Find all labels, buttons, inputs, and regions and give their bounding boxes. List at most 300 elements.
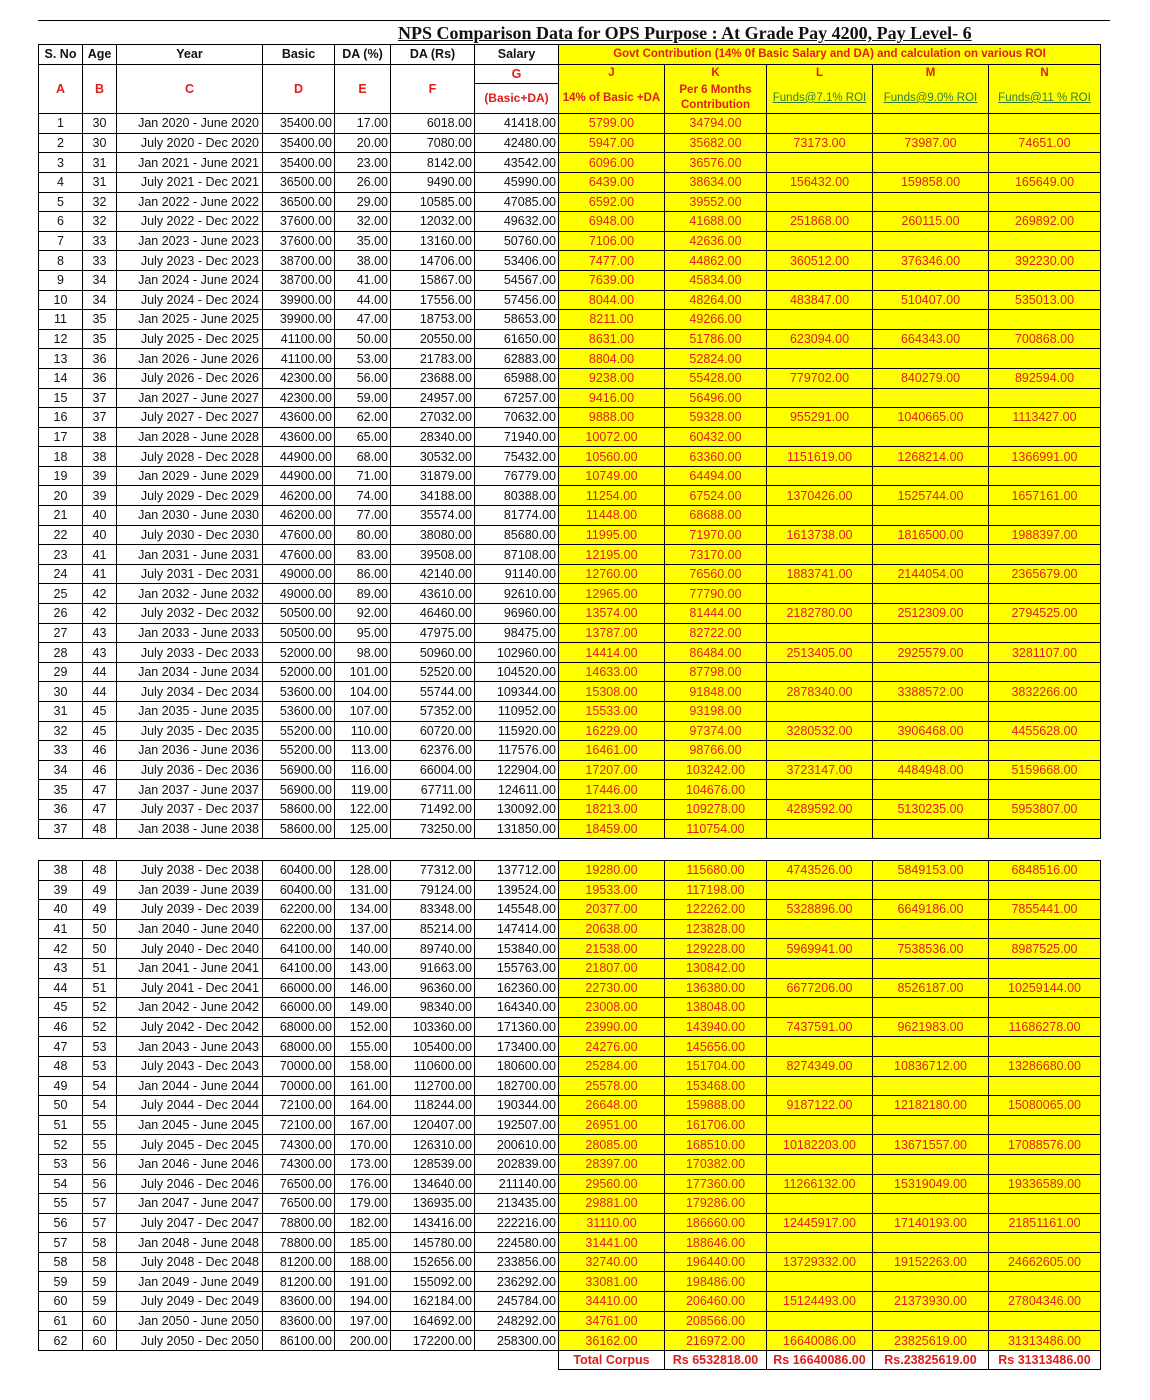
cell-da-pct: 125.00	[335, 819, 391, 839]
cell-funds-9-0: 2144054.00	[873, 564, 989, 584]
cell-age: 35	[83, 310, 117, 330]
cell-basic: 86100.00	[263, 1331, 335, 1351]
cell-basic: 55200.00	[263, 741, 335, 761]
cell-funds-9-0: 5130235.00	[873, 799, 989, 819]
cell-year: Jan 2046 - June 2046	[117, 1154, 263, 1174]
cell-da-rs: 24957.00	[391, 388, 475, 408]
cell-age: 40	[83, 525, 117, 545]
cell-salary: 182700.00	[475, 1076, 559, 1096]
cell-da-rs: 91663.00	[391, 958, 475, 978]
cell-da-pct: 158.00	[335, 1056, 391, 1076]
cell-year: July 2047 - Dec 2047	[117, 1213, 263, 1233]
cell-funds-11: 17088576.00	[989, 1135, 1101, 1155]
cell-contrib-6months: 87798.00	[665, 662, 767, 682]
cell-year: July 2046 - Dec 2046	[117, 1174, 263, 1194]
cell-funds-7-1	[767, 1115, 873, 1135]
cell-age: 57	[83, 1213, 117, 1233]
header-salary: Salary	[475, 45, 559, 65]
cell-contrib-14pct: 17207.00	[559, 760, 665, 780]
cell-year: Jan 2040 - June 2040	[117, 919, 263, 939]
cell-year: Jan 2028 - June 2028	[117, 427, 263, 447]
table-row	[39, 1154, 1101, 1174]
cell-da-pct: 29.00	[335, 192, 391, 212]
cell-year: July 2026 - Dec 2026	[117, 368, 263, 388]
cell-funds-9-0: 21373930.00	[873, 1292, 989, 1312]
cell-da-rs: 103360.00	[391, 1017, 475, 1037]
cell-da-rs: 67711.00	[391, 780, 475, 800]
cell-sno: 37	[39, 819, 83, 839]
cell-salary: 139524.00	[475, 880, 559, 900]
cell-contrib-6months: 123828.00	[665, 919, 767, 939]
cell-basic: 62200.00	[263, 919, 335, 939]
cell-year: July 2032 - Dec 2032	[117, 604, 263, 624]
cell-funds-11	[989, 1154, 1101, 1174]
cell-contrib-14pct: 25284.00	[559, 1056, 665, 1076]
cell-da-rs: 43610.00	[391, 584, 475, 604]
cell-funds-7-1: 1370426.00	[767, 486, 873, 506]
cell-da-pct: 41.00	[335, 270, 391, 290]
header-j-sub: 14% of Basic +DA	[559, 83, 665, 114]
cell-funds-9-0: 8526187.00	[873, 978, 989, 998]
cell-contrib-14pct: 12965.00	[559, 584, 665, 604]
cell-funds-11: 1657161.00	[989, 486, 1101, 506]
cell-funds-7-1: 73173.00	[767, 133, 873, 153]
cell-funds-7-1	[767, 506, 873, 526]
cell-year: July 2028 - Dec 2028	[117, 447, 263, 467]
cell-contrib-14pct: 22730.00	[559, 978, 665, 998]
cell-funds-9-0	[873, 741, 989, 761]
cell-contrib-6months: 35682.00	[665, 133, 767, 153]
cell-contrib-14pct: 9238.00	[559, 368, 665, 388]
cell-funds-7-1	[767, 1076, 873, 1096]
cell-da-rs: 38080.00	[391, 525, 475, 545]
cell-sno: 22	[39, 525, 83, 545]
cell-contrib-6months: 56496.00	[665, 388, 767, 408]
cell-sno: 41	[39, 919, 83, 939]
cell-da-pct: 197.00	[335, 1311, 391, 1331]
cell-salary: 71940.00	[475, 427, 559, 447]
header-n-sub: Funds@11 % ROI	[998, 91, 1091, 104]
cell-funds-7-1: 4289592.00	[767, 799, 873, 819]
cell-age: 46	[83, 741, 117, 761]
cell-da-rs: 77312.00	[391, 861, 475, 881]
cell-da-pct: 200.00	[335, 1331, 391, 1351]
cell-salary: 131850.00	[475, 819, 559, 839]
cell-year: July 2030 - Dec 2030	[117, 525, 263, 545]
cell-contrib-6months: 51786.00	[665, 329, 767, 349]
cell-age: 48	[83, 819, 117, 839]
cell-age: 55	[83, 1115, 117, 1135]
cell-funds-9-0: 1040665.00	[873, 408, 989, 428]
cell-contrib-14pct: 13787.00	[559, 623, 665, 643]
cell-basic: 42300.00	[263, 388, 335, 408]
cell-contrib-6months: 115680.00	[665, 861, 767, 881]
cell-year: Jan 2023 - June 2023	[117, 231, 263, 251]
cell-age: 37	[83, 388, 117, 408]
cell-salary: 43542.00	[475, 153, 559, 173]
cell-year: Jan 2044 - June 2044	[117, 1076, 263, 1096]
letter-j: J	[559, 64, 665, 83]
cell-da-rs: 8142.00	[391, 153, 475, 173]
cell-contrib-14pct: 9888.00	[559, 408, 665, 428]
cell-year: July 2039 - Dec 2039	[117, 900, 263, 920]
cell-salary: 104520.00	[475, 662, 559, 682]
cell-da-rs: 62376.00	[391, 741, 475, 761]
cell-funds-7-1: 1151619.00	[767, 447, 873, 467]
cell-contrib-14pct: 11254.00	[559, 486, 665, 506]
title-bar	[38, 20, 1110, 43]
cell-funds-9-0: 9621983.00	[873, 1017, 989, 1037]
cell-da-rs: 34188.00	[391, 486, 475, 506]
table-row	[39, 153, 1101, 173]
cell-funds-11: 1366991.00	[989, 447, 1101, 467]
cell-salary: 233856.00	[475, 1252, 559, 1272]
cell-year: Jan 2042 - June 2042	[117, 998, 263, 1018]
cell-da-pct: 182.00	[335, 1213, 391, 1233]
cell-funds-11	[989, 506, 1101, 526]
cell-funds-7-1: 8274349.00	[767, 1056, 873, 1076]
cell-sno: 11	[39, 310, 83, 330]
cell-contrib-6months: 130842.00	[665, 958, 767, 978]
cell-da-rs: 143416.00	[391, 1213, 475, 1233]
cell-da-rs: 155092.00	[391, 1272, 475, 1292]
cell-da-rs: 73250.00	[391, 819, 475, 839]
cell-salary: 147414.00	[475, 919, 559, 939]
table-row	[39, 1056, 1101, 1076]
cell-age: 32	[83, 192, 117, 212]
table-row	[39, 919, 1101, 939]
cell-age: 53	[83, 1056, 117, 1076]
cell-age: 34	[83, 270, 117, 290]
cell-da-pct: 74.00	[335, 486, 391, 506]
cell-funds-11	[989, 880, 1101, 900]
cell-contrib-14pct: 19280.00	[559, 861, 665, 881]
cell-funds-11: 11686278.00	[989, 1017, 1101, 1037]
table-row	[39, 1174, 1101, 1194]
cell-contrib-14pct: 25578.00	[559, 1076, 665, 1096]
cell-sno: 38	[39, 861, 83, 881]
cell-year: Jan 2033 - June 2033	[117, 623, 263, 643]
cell-year: Jan 2024 - June 2024	[117, 270, 263, 290]
cell-contrib-6months: 42636.00	[665, 231, 767, 251]
cell-year: Jan 2037 - June 2037	[117, 780, 263, 800]
cell-year: July 2042 - Dec 2042	[117, 1017, 263, 1037]
cell-funds-11: 2365679.00	[989, 564, 1101, 584]
cell-salary: 153840.00	[475, 939, 559, 959]
cell-year: Jan 2038 - June 2038	[117, 819, 263, 839]
cell-funds-11	[989, 1115, 1101, 1135]
cell-funds-7-1: 2182780.00	[767, 604, 873, 624]
cell-funds-9-0: 12182180.00	[873, 1096, 989, 1116]
cell-contrib-6months: 103242.00	[665, 760, 767, 780]
letter-e: E	[335, 64, 391, 114]
cell-salary: 102960.00	[475, 643, 559, 663]
cell-da-pct: 32.00	[335, 212, 391, 232]
cell-funds-7-1	[767, 1037, 873, 1057]
cell-sno: 52	[39, 1135, 83, 1155]
cell-year: July 2048 - Dec 2048	[117, 1252, 263, 1272]
cell-funds-9-0: 2925579.00	[873, 643, 989, 663]
cell-funds-9-0: 19152263.00	[873, 1252, 989, 1272]
cell-sno: 42	[39, 939, 83, 959]
cell-salary: 115920.00	[475, 721, 559, 741]
cell-funds-9-0: 1816500.00	[873, 525, 989, 545]
cell-da-rs: 47975.00	[391, 623, 475, 643]
cell-basic: 41100.00	[263, 349, 335, 369]
cell-funds-9-0	[873, 466, 989, 486]
cell-contrib-6months: 34794.00	[665, 114, 767, 134]
header-m-cell	[873, 83, 989, 114]
letter-l: L	[767, 64, 873, 83]
cell-da-rs: 55744.00	[391, 682, 475, 702]
cell-contrib-6months: 188646.00	[665, 1233, 767, 1253]
cell-age: 58	[83, 1233, 117, 1253]
cell-sno: 1	[39, 114, 83, 134]
cell-age: 52	[83, 1017, 117, 1037]
cell-salary: 50760.00	[475, 231, 559, 251]
cell-contrib-14pct: 28085.00	[559, 1135, 665, 1155]
cell-da-rs: 96360.00	[391, 978, 475, 998]
cell-da-pct: 122.00	[335, 799, 391, 819]
cell-contrib-6months: 198486.00	[665, 1272, 767, 1292]
cell-contrib-14pct: 15308.00	[559, 682, 665, 702]
cell-contrib-14pct: 17446.00	[559, 780, 665, 800]
cell-funds-11: 10259144.00	[989, 978, 1101, 998]
header-govt-contribution: Govt Contribution (14% 0f Basic Salary and DA) and calculation on various ROI	[559, 45, 1101, 65]
table-row	[39, 251, 1101, 271]
cell-contrib-6months: 196440.00	[665, 1252, 767, 1272]
cell-contrib-14pct: 26648.00	[559, 1096, 665, 1116]
cell-basic: 35400.00	[263, 153, 335, 173]
cell-age: 59	[83, 1292, 117, 1312]
cell-salary: 76779.00	[475, 466, 559, 486]
cell-funds-11	[989, 231, 1101, 251]
cell-da-pct: 143.00	[335, 958, 391, 978]
cell-contrib-6months: 82722.00	[665, 623, 767, 643]
table-row	[39, 408, 1101, 428]
cell-funds-7-1	[767, 310, 873, 330]
cell-da-pct: 86.00	[335, 564, 391, 584]
cell-funds-11	[989, 153, 1101, 173]
header-row-1	[39, 45, 1101, 65]
cell-funds-9-0: 2512309.00	[873, 604, 989, 624]
cell-contrib-14pct: 7639.00	[559, 270, 665, 290]
cell-da-pct: 176.00	[335, 1174, 391, 1194]
cell-da-pct: 26.00	[335, 172, 391, 192]
cell-contrib-14pct: 34761.00	[559, 1311, 665, 1331]
cell-salary: 75432.00	[475, 447, 559, 467]
cell-salary: 42480.00	[475, 133, 559, 153]
cell-funds-7-1: 10182203.00	[767, 1135, 873, 1155]
cell-funds-7-1	[767, 584, 873, 604]
cell-funds-9-0: 5849153.00	[873, 861, 989, 881]
cell-da-pct: 77.00	[335, 506, 391, 526]
cell-basic: 37600.00	[263, 231, 335, 251]
cell-age: 56	[83, 1174, 117, 1194]
cell-da-rs: 126310.00	[391, 1135, 475, 1155]
table-row	[39, 114, 1101, 134]
cell-da-pct: 194.00	[335, 1292, 391, 1312]
cell-da-pct: 80.00	[335, 525, 391, 545]
cell-da-rs: 27032.00	[391, 408, 475, 428]
cell-funds-7-1: 2513405.00	[767, 643, 873, 663]
cell-da-rs: 7080.00	[391, 133, 475, 153]
cell-contrib-6months: 76560.00	[665, 564, 767, 584]
table-row	[39, 231, 1101, 251]
cell-sno: 58	[39, 1252, 83, 1272]
cell-funds-9-0	[873, 1233, 989, 1253]
totals-label: Total Corpus	[559, 1350, 665, 1370]
cell-da-pct: 110.00	[335, 721, 391, 741]
cell-da-pct: 98.00	[335, 643, 391, 663]
cell-age: 42	[83, 584, 117, 604]
cell-funds-7-1: 11266132.00	[767, 1174, 873, 1194]
table-row	[39, 172, 1101, 192]
cell-age: 37	[83, 408, 117, 428]
cell-basic: 39900.00	[263, 310, 335, 330]
cell-age: 31	[83, 153, 117, 173]
cell-sno: 47	[39, 1037, 83, 1057]
cell-da-rs: 66004.00	[391, 760, 475, 780]
cell-funds-7-1: 15124493.00	[767, 1292, 873, 1312]
cell-contrib-14pct: 21807.00	[559, 958, 665, 978]
cell-basic: 83600.00	[263, 1292, 335, 1312]
table-row	[39, 939, 1101, 959]
cell-funds-7-1	[767, 427, 873, 447]
cell-contrib-6months: 98766.00	[665, 741, 767, 761]
cell-da-pct: 92.00	[335, 604, 391, 624]
cell-contrib-6months: 153468.00	[665, 1076, 767, 1096]
cell-basic: 58600.00	[263, 819, 335, 839]
cell-contrib-6months: 45834.00	[665, 270, 767, 290]
cell-year: July 2034 - Dec 2034	[117, 682, 263, 702]
cell-contrib-6months: 55428.00	[665, 368, 767, 388]
cell-contrib-6months: 151704.00	[665, 1056, 767, 1076]
cell-basic: 78800.00	[263, 1233, 335, 1253]
cell-basic: 56900.00	[263, 760, 335, 780]
cell-funds-11: 24662605.00	[989, 1252, 1101, 1272]
cell-salary: 85680.00	[475, 525, 559, 545]
cell-year: July 2035 - Dec 2035	[117, 721, 263, 741]
cell-contrib-6months: 110754.00	[665, 819, 767, 839]
cell-funds-7-1: 4743526.00	[767, 861, 873, 881]
cell-funds-9-0	[873, 192, 989, 212]
cell-contrib-6months: 186660.00	[665, 1213, 767, 1233]
cell-sno: 54	[39, 1174, 83, 1194]
cell-contrib-6months: 97374.00	[665, 721, 767, 741]
cell-da-rs: 120407.00	[391, 1115, 475, 1135]
cell-age: 53	[83, 1037, 117, 1057]
cell-da-pct: 179.00	[335, 1194, 391, 1214]
cell-basic: 68000.00	[263, 1037, 335, 1057]
letter-a: A	[39, 64, 83, 114]
cell-salary: 61650.00	[475, 329, 559, 349]
cell-funds-7-1	[767, 662, 873, 682]
table-row	[39, 192, 1101, 212]
table-row	[39, 1096, 1101, 1116]
cell-salary: 155763.00	[475, 958, 559, 978]
cell-contrib-6months: 136380.00	[665, 978, 767, 998]
cell-funds-7-1: 7437591.00	[767, 1017, 873, 1037]
cell-year: Jan 2026 - June 2026	[117, 349, 263, 369]
cell-year: Jan 2039 - June 2039	[117, 880, 263, 900]
table-row	[39, 1115, 1101, 1135]
cell-salary: 58653.00	[475, 310, 559, 330]
cell-da-rs: 6018.00	[391, 114, 475, 134]
cell-sno: 18	[39, 447, 83, 467]
table-row	[39, 1135, 1101, 1155]
cell-funds-11: 7855441.00	[989, 900, 1101, 920]
cell-funds-7-1	[767, 349, 873, 369]
cell-age: 40	[83, 506, 117, 526]
cell-year: July 2031 - Dec 2031	[117, 564, 263, 584]
cell-salary: 258300.00	[475, 1331, 559, 1351]
table-row	[39, 662, 1101, 682]
cell-basic: 41100.00	[263, 329, 335, 349]
cell-funds-7-1: 16640086.00	[767, 1331, 873, 1351]
cell-contrib-14pct: 23008.00	[559, 998, 665, 1018]
cell-basic: 49000.00	[263, 564, 335, 584]
cell-year: July 2024 - Dec 2024	[117, 290, 263, 310]
table-row	[39, 447, 1101, 467]
cell-age: 55	[83, 1135, 117, 1155]
table-row	[39, 1017, 1101, 1037]
cell-age: 51	[83, 978, 117, 998]
cell-funds-11	[989, 114, 1101, 134]
header-age: Age	[83, 45, 117, 65]
cell-funds-11	[989, 1233, 1101, 1253]
table-row	[39, 349, 1101, 369]
cell-contrib-6months: 216972.00	[665, 1331, 767, 1351]
cell-salary: 202839.00	[475, 1154, 559, 1174]
cell-year: Jan 2034 - June 2034	[117, 662, 263, 682]
cell-da-rs: 50960.00	[391, 643, 475, 663]
cell-funds-7-1: 13729332.00	[767, 1252, 873, 1272]
cell-funds-11: 6848516.00	[989, 861, 1101, 881]
cell-funds-11: 3281107.00	[989, 643, 1101, 663]
cell-year: Jan 2049 - June 2049	[117, 1272, 263, 1292]
cell-sno: 19	[39, 466, 83, 486]
cell-funds-9-0	[873, 880, 989, 900]
table-row	[39, 584, 1101, 604]
cell-funds-11: 5159668.00	[989, 760, 1101, 780]
cell-basic: 74300.00	[263, 1135, 335, 1155]
header-basic: Basic	[263, 45, 335, 65]
cell-funds-9-0: 840279.00	[873, 368, 989, 388]
cell-funds-9-0: 6649186.00	[873, 900, 989, 920]
cell-funds-7-1	[767, 192, 873, 212]
cell-funds-7-1	[767, 819, 873, 839]
cell-funds-9-0: 1268214.00	[873, 447, 989, 467]
cell-contrib-14pct: 8211.00	[559, 310, 665, 330]
cell-year: Jan 2025 - June 2025	[117, 310, 263, 330]
cell-funds-11	[989, 388, 1101, 408]
header-sno: S. No	[39, 45, 83, 65]
letter-k: K	[665, 64, 767, 83]
cell-age: 36	[83, 368, 117, 388]
cell-funds-11	[989, 662, 1101, 682]
cell-funds-9-0	[873, 919, 989, 939]
cell-da-rs: 46460.00	[391, 604, 475, 624]
cell-sno: 16	[39, 408, 83, 428]
cell-da-pct: 47.00	[335, 310, 391, 330]
cell-year: July 2043 - Dec 2043	[117, 1056, 263, 1076]
cell-funds-11: 2794525.00	[989, 604, 1101, 624]
cell-da-rs: 57352.00	[391, 702, 475, 722]
cell-funds-11	[989, 819, 1101, 839]
cell-da-rs: 12032.00	[391, 212, 475, 232]
cell-year: Jan 2032 - June 2032	[117, 584, 263, 604]
